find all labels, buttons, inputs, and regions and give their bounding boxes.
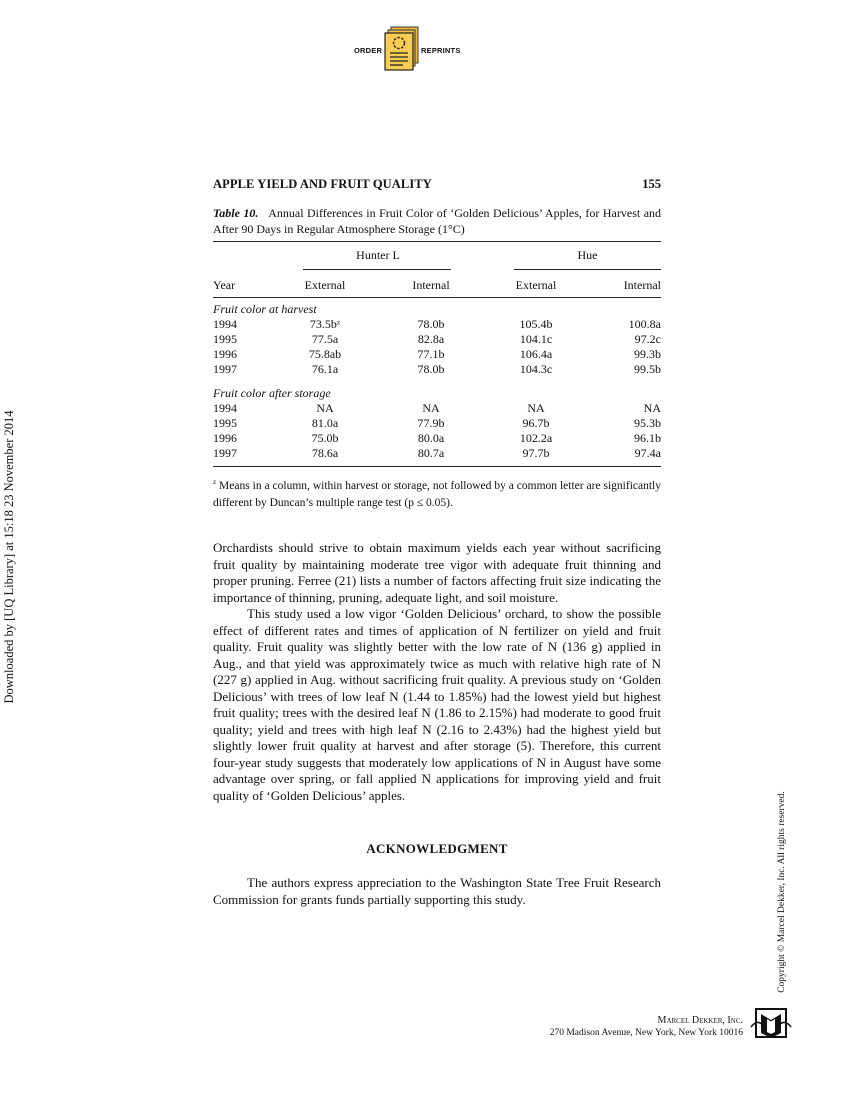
table-cell: 96.7b xyxy=(522,416,550,430)
table-row-year: 1994 xyxy=(213,317,237,331)
table-row-year: 1997 xyxy=(213,446,237,460)
table-row-year: 1996 xyxy=(213,347,237,361)
table-cell: 99.3b xyxy=(634,347,661,361)
table-cell: 78.6a xyxy=(311,446,339,460)
table-cell: 77.1b xyxy=(417,347,445,361)
publisher-address: 270 Madison Avenue, New York, New York 10016 xyxy=(549,1028,743,1038)
body-paragraph: This study used a low vigor ‘Golden Delicious’ orchard, to show the possible effect of different rates and times of application of N fertilizer on yield and fruit quality. Fruit quality was slightly better with the low rate of N (136 g) applied in Aug., and that yield was approximately twice as much with relative high rate of N (227 g) applied in Aug. without sacrificing fruit quality. A previous study on ‘Golden Delicious’ with trees of low leaf N (1.44 to 1.85%) had the lowest yield but highest fruit quality; trees with the desired leaf N (1.86 to 2.15%) had moderate to good fruit quality; yield and trees with high leaf N (2.16 to 2.43%) had the highest yield but slightly lower fruit quality at harvest and after storage (5). Therefore, this current four-year study suggests that moderately low applications of N in August have some advantage over spring, or fall applied N applications for improving yield and fruit quality of ‘Golden Delicious’ apples. xyxy=(213,606,661,803)
column-header-hue-internal: Internal xyxy=(623,278,661,292)
table-top-rule xyxy=(213,241,661,242)
table-caption xyxy=(213,205,661,237)
table-cell: 77.5a xyxy=(311,332,339,346)
hue-rule xyxy=(514,269,661,270)
body-paragraph: Orchardists should strive to obtain maximum yields each year without sacrificing fruit quality by maintaining moderate tree vigor with adequate fruit thinning and proper pruning. Ferree (21) lists a number of factors affecting fruit size indicating the importance of thinning, pruning, adequate light, and soil moisture. xyxy=(213,540,661,605)
table-cell: 105.4b xyxy=(519,317,553,331)
table-cell: 106.4a xyxy=(519,347,553,361)
body-text xyxy=(213,540,661,804)
table-cell: 81.0a xyxy=(311,416,339,430)
document-stack-icon[interactable] xyxy=(383,26,421,72)
group-header-hunter-l: Hunter L xyxy=(356,248,400,262)
table-cell: NA xyxy=(527,401,545,415)
table-cell: 100.8a xyxy=(628,317,661,331)
table-caption-text: Annual Differences in Fruit Color of ‘Golden Delicious’ Apples, for Harvest and After 90 Days in Regular Atmosphere Storage (1°C) xyxy=(213,206,662,236)
table-cell: 75.8ab xyxy=(308,347,342,361)
column-header-hunter-internal: Internal xyxy=(412,278,450,292)
publisher-block xyxy=(520,1015,743,1039)
column-header-hunter-external: External xyxy=(304,278,346,292)
table-cell: 96.1b xyxy=(634,431,661,445)
table-cell: 80.0a xyxy=(417,431,445,445)
table-cell: 104.1c xyxy=(519,332,553,346)
page-number: 155 xyxy=(642,177,661,191)
column-header-hue-external: External xyxy=(515,278,557,292)
group-header-hue: Hue xyxy=(577,248,598,262)
copyright-note: Copyright © Marcel Dekker, Inc. All rights reserved. xyxy=(777,791,787,993)
acknowledgment-text: The authors express appreciation to the Washington State Tree Fruit Research Commission for grants funds partially supporting this study. xyxy=(213,875,661,907)
footnote-text: Means in a column, within harvest or storage, not followed by a common letter are significantly different by Duncan’s multiple range test (p ≤ 0.05). xyxy=(213,479,661,509)
acknowledgment-heading: ACKNOWLEDGMENT xyxy=(366,841,508,856)
table-cell: 82.8a xyxy=(417,332,445,346)
table-row-year: 1996 xyxy=(213,431,237,445)
table-row-year: 1997 xyxy=(213,362,237,376)
footnote-mark: z xyxy=(213,478,217,486)
table-cell: 104.3c xyxy=(519,362,553,376)
column-header-year: Year xyxy=(213,278,236,292)
publisher-name: Marcel Dekker, Inc. xyxy=(657,1015,743,1026)
table-cell: 97.7b xyxy=(522,446,550,460)
hunter-l-rule xyxy=(303,269,451,270)
table-cell: 75.0b xyxy=(311,431,339,445)
table-cell: 99.5b xyxy=(634,362,661,376)
table-cell: 76.1a xyxy=(311,362,339,376)
order-reprints-banner[interactable] xyxy=(352,26,464,74)
table-cell: 73.5bᶻ xyxy=(309,317,341,331)
table-cell: 97.2c xyxy=(634,332,661,346)
running-head xyxy=(213,177,661,193)
table-cell: 78.0b xyxy=(417,362,445,376)
table-footnote xyxy=(213,474,661,512)
header-bottom-rule xyxy=(213,297,661,298)
table-cell: NA xyxy=(422,401,440,415)
running-title: APPLE YIELD AND FRUIT QUALITY xyxy=(213,177,432,191)
table-cell: 97.4a xyxy=(634,446,661,460)
section-title-harvest: Fruit color at harvest xyxy=(213,302,317,316)
publisher-logo-icon xyxy=(749,1005,793,1041)
table-cell: 77.9b xyxy=(417,416,445,430)
table-cell: NA xyxy=(316,401,334,415)
table-number: Table 10. xyxy=(213,206,259,220)
reprints-link[interactable]: REPRINTS xyxy=(421,46,461,55)
table-cell: NA xyxy=(643,401,661,415)
table-bottom-rule xyxy=(213,466,661,467)
download-watermark: Downloaded by [UQ Library] at 15:18 23 November 2014 xyxy=(2,410,16,704)
order-link[interactable]: ORDER xyxy=(354,46,383,55)
table-row-year: 1995 xyxy=(213,332,237,346)
table-row-year: 1994 xyxy=(213,401,237,415)
table-cell: 80.7a xyxy=(417,446,445,460)
table-row-year: 1995 xyxy=(213,416,237,430)
table-cell: 95.3b xyxy=(634,416,661,430)
table-cell: 78.0b xyxy=(417,317,445,331)
section-title-storage: Fruit color after storage xyxy=(213,386,331,400)
table-cell: 102.2a xyxy=(519,431,553,445)
